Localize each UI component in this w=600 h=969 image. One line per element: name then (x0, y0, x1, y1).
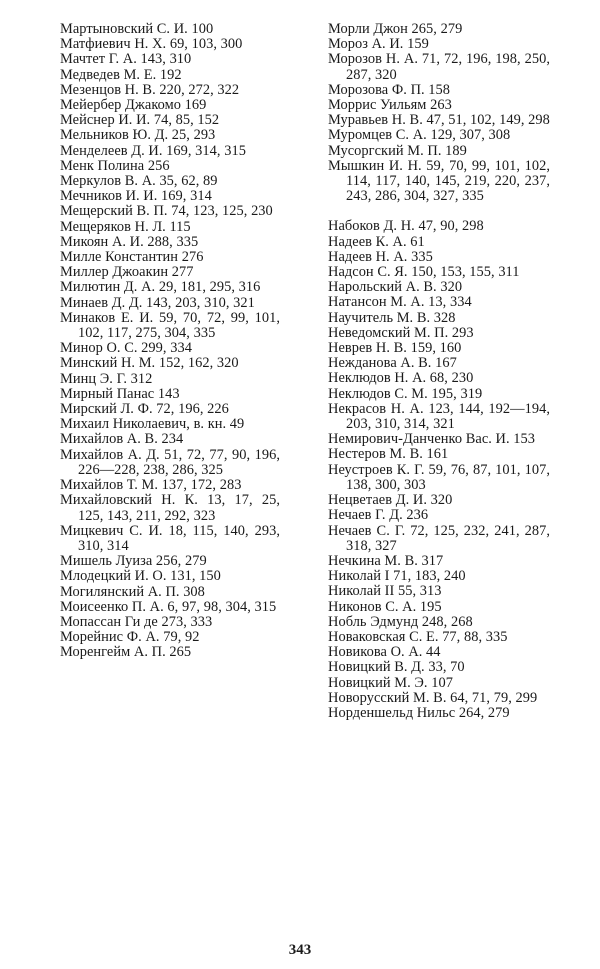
index-entry: Нецветаев Д. И. 320 (328, 492, 453, 509)
page-number: 343 (288, 942, 312, 958)
index-entry: Минц Э. Г. 312 (60, 370, 153, 387)
index-entry: Неустроев К. Г. 59, 76, 87, 101, 107, 138, 300, 303 (328, 461, 550, 493)
index-entry: Нечкина М. В. 317 (328, 552, 444, 569)
index-entry: Мороз А. И. 159 (328, 36, 429, 53)
index-entry: Новикова О. А. 44 (328, 644, 441, 661)
index-entry: Михайлов Т. М. 137, 172, 283 (60, 477, 242, 494)
index-group-m (328, 22, 550, 204)
index-entry: Менк Полина 256 (60, 157, 170, 174)
index-entry: Нарольский А. В. 320 (328, 279, 463, 296)
index-entry: Моисеенко П. А. 6, 97, 98, 304, 315 (60, 598, 277, 615)
index-entry: Мартыновский С. И. 100 (60, 21, 214, 37)
index-entry: Нечаев Г. Д. 236 (328, 507, 429, 524)
index-entry: Михаил Николаевич, в. кн. 49 (60, 416, 245, 433)
index-entry: Михайлов А. Д. 51, 72, 77, 90, 196, 226—228, 238, 286, 325 (60, 446, 280, 478)
index-entry: Михайловский Н. К. 13, 17, 25, 125, 143, 211, 292, 323 (60, 492, 280, 524)
index-entry: Морейнис Ф. А. 79, 92 (60, 629, 200, 646)
index-entry: Неклюдов С. М. 195, 319 (328, 385, 483, 402)
index-entry: Морозова Ф. П. 158 (328, 81, 451, 98)
index-entry: Микоян А. И. 288, 335 (60, 233, 199, 250)
index-entry: Минор О. С. 299, 334 (60, 340, 192, 357)
index-entry: Медведев М. Е. 192 (60, 66, 182, 83)
index-entry: Новицкий В. Д. 33, 70 (328, 659, 465, 676)
index-entry: Некрасов Н. А. 123, 144, 192—194, 203, 310, 314, 321 (328, 400, 550, 433)
index-entry: Милютин Д. А. 29, 181, 295, 316 (60, 279, 261, 296)
index-entry: Моррис Уильям 263 (328, 97, 452, 114)
index-entry: Морли Джон 265, 279 (328, 21, 463, 37)
index-entry: Николай I 71, 183, 240 (328, 568, 466, 585)
index-entry: Научитель М. В. 328 (328, 309, 456, 326)
index-entry: Неврев Н. В. 159, 160 (328, 340, 462, 357)
index-entry: Новаковская С. Е. 77, 88, 335 (328, 628, 508, 645)
index-entry: Надеев Н. А. 335 (328, 248, 433, 265)
index-entry: Моренгейм А. П. 265 (60, 644, 192, 661)
index-entry: Мишель Луиза 256, 279 (60, 553, 207, 570)
index-entry: Минаков Е. И. 59, 70, 72, 99, 101, 102, 117, 275, 304, 335 (60, 309, 280, 342)
index-entry: Мусоргский М. П. 189 (328, 142, 467, 159)
index-group-n (328, 219, 550, 721)
index-entry: Миллер Джоакин 277 (60, 264, 194, 281)
index-entry: Минаев Д. Д. 143, 203, 310, 321 (60, 294, 255, 311)
index-entry: Мышкин И. Н. 59, 70, 99, 101, 102, 114, 117, 140, 145, 219, 220, 237, 243, 286, 304, 327, 335 (328, 157, 550, 205)
index-entry: Могилянский А. П. 308 (60, 583, 205, 600)
index-entry: Новорусский М. В. 64, 71, 79, 299 (328, 689, 538, 706)
index-entry: Мирный Панас 143 (60, 385, 180, 402)
index-entry: Мицкевич С. И. 18, 115, 140, 293, 310, 314 (60, 522, 280, 554)
index-entry: Мельников Ю. Д. 25, 293 (60, 127, 216, 144)
index-entry: Норденшельд Нильс 264, 279 (328, 704, 510, 721)
index-entry: Натансон М. А. 13, 334 (328, 294, 472, 311)
index-entry: Нежданова А. В. 167 (328, 355, 457, 372)
index-entry: Неведомский М. П. 293 (328, 324, 474, 341)
index-entry: Муромцев С. А. 129, 307, 308 (328, 127, 511, 144)
index-entry: Мещеряков Н. Л. 115 (60, 218, 191, 235)
index-entry: Мейербер Джакомо 169 (60, 97, 207, 114)
index-entry: Милле Константин 276 (60, 249, 204, 266)
index-entry: Меркулов В. А. 35, 62, 89 (60, 173, 218, 190)
index-entry: Новицкий М. Э. 107 (328, 674, 453, 691)
index-entry: Мезенцов Н. В. 220, 272, 322 (60, 81, 240, 98)
index-entry: Минский Н. М. 152, 162, 320 (60, 355, 239, 372)
index-entry: Надсон С. Я. 150, 153, 155, 311 (328, 264, 520, 281)
index-entry: Нестеров М. В. 161 (328, 446, 449, 463)
index-entry: Нобль Эдмунд 248, 268 (328, 613, 473, 630)
index-entry: Николай II 55, 313 (328, 583, 442, 600)
index-entry: Мачтет Г. А. 143, 310 (60, 51, 192, 68)
index-column-left (60, 22, 280, 661)
index-entry: Матфиевич Н. Х. 69, 103, 300 (60, 36, 243, 53)
index-entry: Мопассан Ги де 273, 333 (60, 613, 213, 630)
index-column-right (328, 22, 550, 721)
index-entry: Неклюдов Н. А. 68, 230 (328, 370, 474, 387)
index-entry: Млодецкий И. О. 131, 150 (60, 568, 221, 585)
index-entry: Морозов Н. А. 71, 72, 196, 198, 250, 287, 320 (328, 51, 550, 83)
index-entry: Мейснер И. И. 74, 85, 152 (60, 112, 220, 129)
index-entry: Никонов С. А. 195 (328, 598, 442, 615)
index-entry: Надеев К. А. 61 (328, 233, 425, 250)
index-entry: Набоков Д. Н. 47, 90, 298 (328, 218, 484, 235)
index-entry: Нечаев С. Г. 72, 125, 232, 241, 287, 318, 327 (328, 522, 550, 554)
index-entry: Муравьев Н. В. 47, 51, 102, 149, 298 (328, 112, 550, 129)
index-entry: Мечников И. И. 169, 314 (60, 188, 212, 205)
letter-gap (328, 204, 550, 219)
index-entry: Мирский Л. Ф. 72, 196, 226 (60, 401, 229, 418)
index-entry: Мещерский В. П. 74, 123, 125, 230 (60, 203, 273, 220)
index-entry: Немирович-Данченко Вас. И. 153 (328, 431, 536, 448)
index-entry: Менделеев Д. И. 169, 314, 315 (60, 142, 246, 159)
index-entry: Михайлов А. В. 234 (60, 431, 184, 448)
